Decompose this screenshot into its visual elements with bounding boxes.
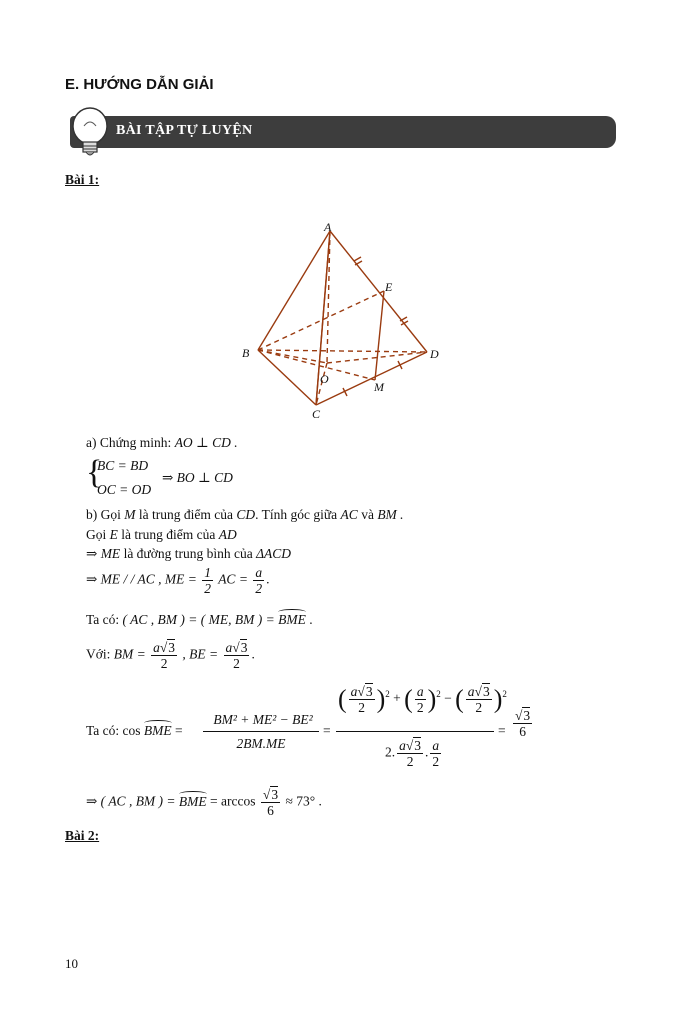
- cos-numerator: BM² + ME² − BE²: [213, 712, 313, 727]
- vertex-label-d: D: [430, 347, 439, 361]
- part-b-line-1: b) Gọi M là trung điểm của CD. Tính góc giữa AC và BM .: [86, 507, 404, 522]
- vertex-label-b: B: [242, 346, 250, 360]
- vertex-label-o: O: [320, 372, 329, 386]
- exercise-1-label: Bài 1:: [65, 172, 100, 187]
- part-b-line-4: ⇒ ME / / AC , ME = $\frac{1}{2}$ AC = $\frac{a}{2}$ .: [86, 565, 270, 596]
- vertex-label-e: E: [385, 280, 393, 294]
- big-numerator: ( $\frac{a√3}{2}$ )$^2$ + ( $\frac{a}{2}$ )$^2$ − ( $\frac{a√3}{2}$ )$^2$: [338, 684, 507, 715]
- big-fraction-bar: [336, 731, 494, 732]
- equals-sign-2: =: [498, 723, 506, 738]
- part-a: a) Chứng minh: AO ⊥ CD .: [86, 435, 238, 450]
- vertex-label-c: C: [312, 407, 321, 421]
- system-result: ⇒ BO ⊥ CD: [162, 470, 233, 485]
- banner-label: BÀI TẬP TỰ LUYỆN: [116, 123, 253, 138]
- lengths-line: Với: BM = $\frac{a√3}{2}$ , BE = $\frac{a√3}{2}$ .: [86, 640, 255, 671]
- system-line-2: OC = OD: [97, 482, 152, 497]
- exercise-2-label: Bài 2:: [65, 828, 100, 843]
- big-denominator: 2. $\frac{a√3}{2}$ . $\frac{a}{2}$: [385, 738, 440, 769]
- page-number: 10: [65, 956, 78, 971]
- equals-sign-1: =: [323, 723, 331, 738]
- final-result: ⇒ ( AC , BM ) = BME = arccos $\frac{√3}{6}$ ≈ 73° .: [86, 787, 322, 818]
- vertex-label-a: A: [324, 220, 332, 234]
- pyramid-figure: [230, 215, 450, 425]
- angle-equality: Ta có: ( AC , BM ) = ( ME, BM ) = BME .: [86, 612, 313, 627]
- vertex-label-m: M: [374, 380, 384, 394]
- cos-denominator: 2BM.ME: [236, 736, 286, 751]
- system-brace: {: [86, 454, 103, 491]
- cos-fraction-bar: [203, 731, 319, 732]
- lightbulb-icon: [70, 104, 110, 160]
- part-b-line-3: ⇒ ME là đường trung bình của ΔACD: [86, 546, 292, 561]
- section-title: E. HƯỚNG DẪN GIẢI: [65, 76, 214, 93]
- cos-lead: Ta có: cos BME =: [86, 723, 183, 738]
- part-b-line-2: Gọi E là trung điểm của AD: [86, 527, 237, 542]
- system-line-1: BC = BD: [97, 458, 149, 473]
- result-fraction: $\frac{√3}{6}$: [515, 708, 531, 739]
